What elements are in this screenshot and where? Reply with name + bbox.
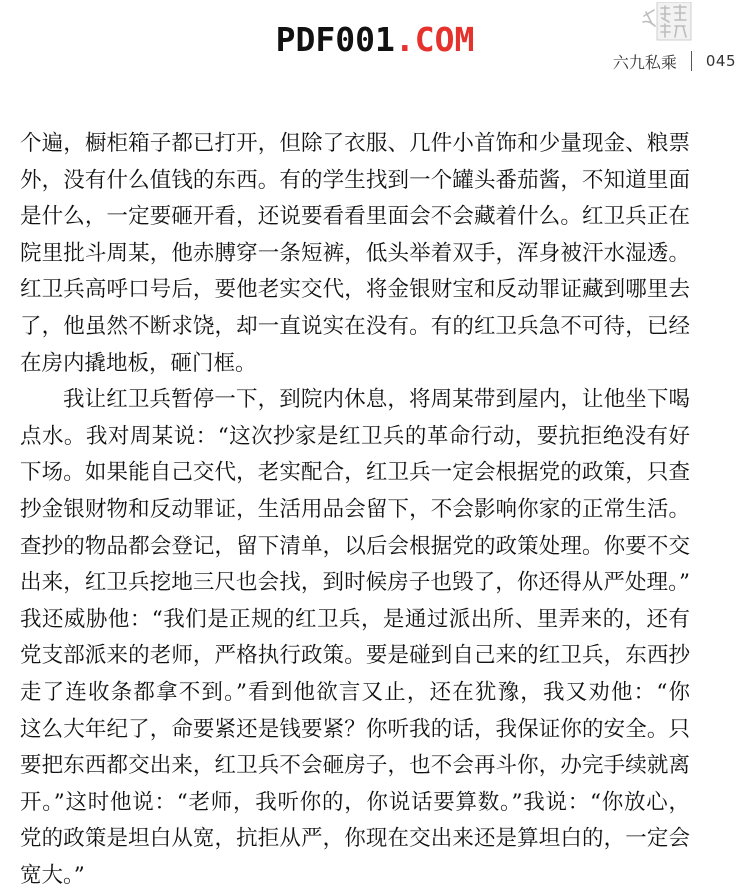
text-line: 抄金银财物和反动罪证，生活用品会留下，不会影响你家的正常生活。 bbox=[20, 496, 690, 522]
text-line: 宽大。” bbox=[20, 862, 85, 888]
text-line: 个遍，橱柜箱子都已打开，但除了衣服、几件小首饰和少量现金、粮票 bbox=[20, 131, 690, 156]
running-head-title: 六九私乘 bbox=[612, 52, 677, 72]
text-line: 党的政策是坦白从宽，抗拒从严，你现在交出来还是算坦白的，一定会 bbox=[20, 826, 690, 852]
text-line: 点水。我对周某说：“这次抄家是红卫兵的革命行动，要抗拒绝没有好 bbox=[20, 423, 690, 449]
text-line: 了，他虽然不断求饶，却一直说实在没有。有的红卫兵急不可待，已经 bbox=[20, 313, 690, 339]
text-line: 外，没有什么值钱的东西。有的学生找到一个罐头番茄酱，不知道里面 bbox=[20, 167, 690, 193]
text-line: 是什么，一定要砸开看，还说要看看里面会不会藏着什么。红卫兵正在 bbox=[20, 204, 690, 230]
text-line: 走了连收条都拿不到。”看到他欲言又止，还在犹豫，我又劝他：“你 bbox=[20, 679, 690, 705]
body-text bbox=[20, 126, 690, 894]
text-line: 下场。如果能自己交代，老实配合，红卫兵一定会根据党的政策，只查 bbox=[20, 460, 690, 486]
text-line-paragraph-start: 我让红卫兵暂停一下，到院内休息，将周某带到屋内，让他坐下喝 bbox=[63, 387, 690, 413]
watermark-text-domain: .COM bbox=[394, 20, 475, 59]
seal-stamp-icon bbox=[639, 2, 693, 42]
text-line: 出来，红卫兵挖地三尺也会找，到时候房子也毁了，你还得从严处理。” bbox=[20, 570, 690, 596]
text-line: 这么大年纪了，命要紧还是钱要紧？你听我的话，我保证你的安全。只 bbox=[20, 716, 690, 742]
running-head-divider bbox=[691, 51, 692, 71]
text-line: 我还威胁他：“我们是正规的红卫兵，是通过派出所、里弄来的，还有 bbox=[20, 606, 690, 632]
watermark-text-main: PDF001 bbox=[275, 20, 395, 59]
running-head bbox=[613, 50, 736, 72]
text-line: 要把东西都交出来，红卫兵不会砸房子，也不会再斗你，办完手续就离 bbox=[20, 753, 690, 779]
text-line: 院里批斗周某，他赤膊穿一条短裤，低头举着双手，浑身被汗水湿透。 bbox=[20, 240, 690, 266]
text-line: 开。”这时他说：“老师，我听你的，你说话要算数。”我说：“你放心， bbox=[20, 789, 690, 815]
text-line: 查抄的物品都会登记，留下清单，以后会根据党的政策处理。你要不交 bbox=[20, 533, 690, 559]
text-line: 在房内撬地板，砸门框。 bbox=[20, 350, 257, 376]
page-number: 045 bbox=[705, 52, 736, 70]
text-line: 红卫兵高呼口号后，要他老实交代，将金银财宝和反动罪证藏到哪里去 bbox=[20, 277, 690, 303]
text-line: 党支部派来的老师，严格执行政策。要是碰到自己来的红卫兵，东西抄 bbox=[20, 643, 690, 669]
